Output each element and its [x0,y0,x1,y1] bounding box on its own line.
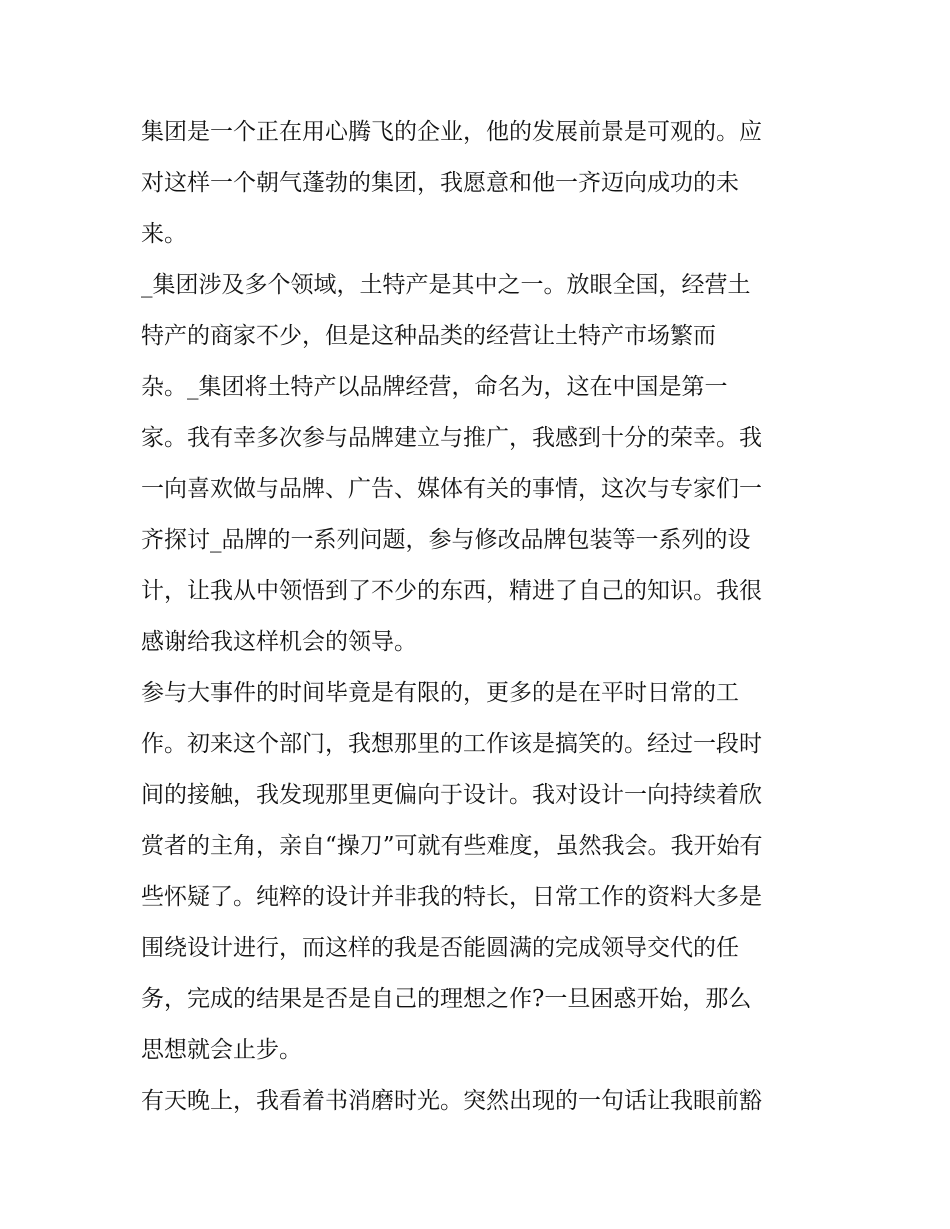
text-line: 计，让我从中领悟到了不少的东西，精进了自己的知识。我很 [141,578,762,604]
text-line: 些怀疑了。纯粹的设计并非我的特长，日常工作的资料大多是 [141,884,762,910]
text-line: 杂。_集团将土特产以品牌经营，命名为，这在中国是第一 [141,374,728,400]
text-line: 有天晚上，我看着书消磨时光。突然出现的一句话让我眼前豁 [141,1088,762,1114]
text-line: 一向喜欢做与品牌、广告、媒体有关的事情，这次与专家们一 [141,476,762,502]
text-line: 齐探讨_品牌的一系列问题，参与修改品牌包装等一系列的设 [141,527,751,553]
text-line: 家。我有幸多次参与品牌建立与推广，我感到十分的荣幸。我 [141,425,762,451]
document-body [141,107,821,1127]
text-line: 参与大事件的时间毕竟是有限的，更多的是在平时日常的工 [141,680,739,706]
text-line: 间的接触，我发现那里更偏向于设计。我对设计一向持续着欣 [141,782,762,808]
text-line: 作。初来这个部门，我想那里的工作该是搞笑的。经过一段时 [141,731,762,757]
text-line: 围绕设计进行，而这样的我是否能圆满的完成领导交代的任 [141,935,739,961]
text-line: 对这样一个朝气蓬勃的集团，我愿意和他一齐迈向成功的未 [141,170,739,196]
text-line: _集团涉及多个领域，土特产是其中之一。放眼全国，经营土 [141,272,751,298]
text-line: 特产的商家不少，但是这种品类的经营让土特产市场繁而 [141,323,716,349]
text-line: 务，完成的结果是否是自己的理想之作?一旦困惑开始，那么 [141,986,752,1012]
text-line: 思想就会止步。 [141,1037,302,1063]
text-line: 赏者的主角，亲自“操刀”可就有些难度，虽然我会。我开始有 [141,833,763,859]
text-line: 集团是一个正在用心腾飞的企业，他的发展前景是可观的。应 [141,119,762,145]
text-line: 来。 [141,221,187,247]
text-line: 感谢给我这样机会的领导。 [141,629,417,655]
